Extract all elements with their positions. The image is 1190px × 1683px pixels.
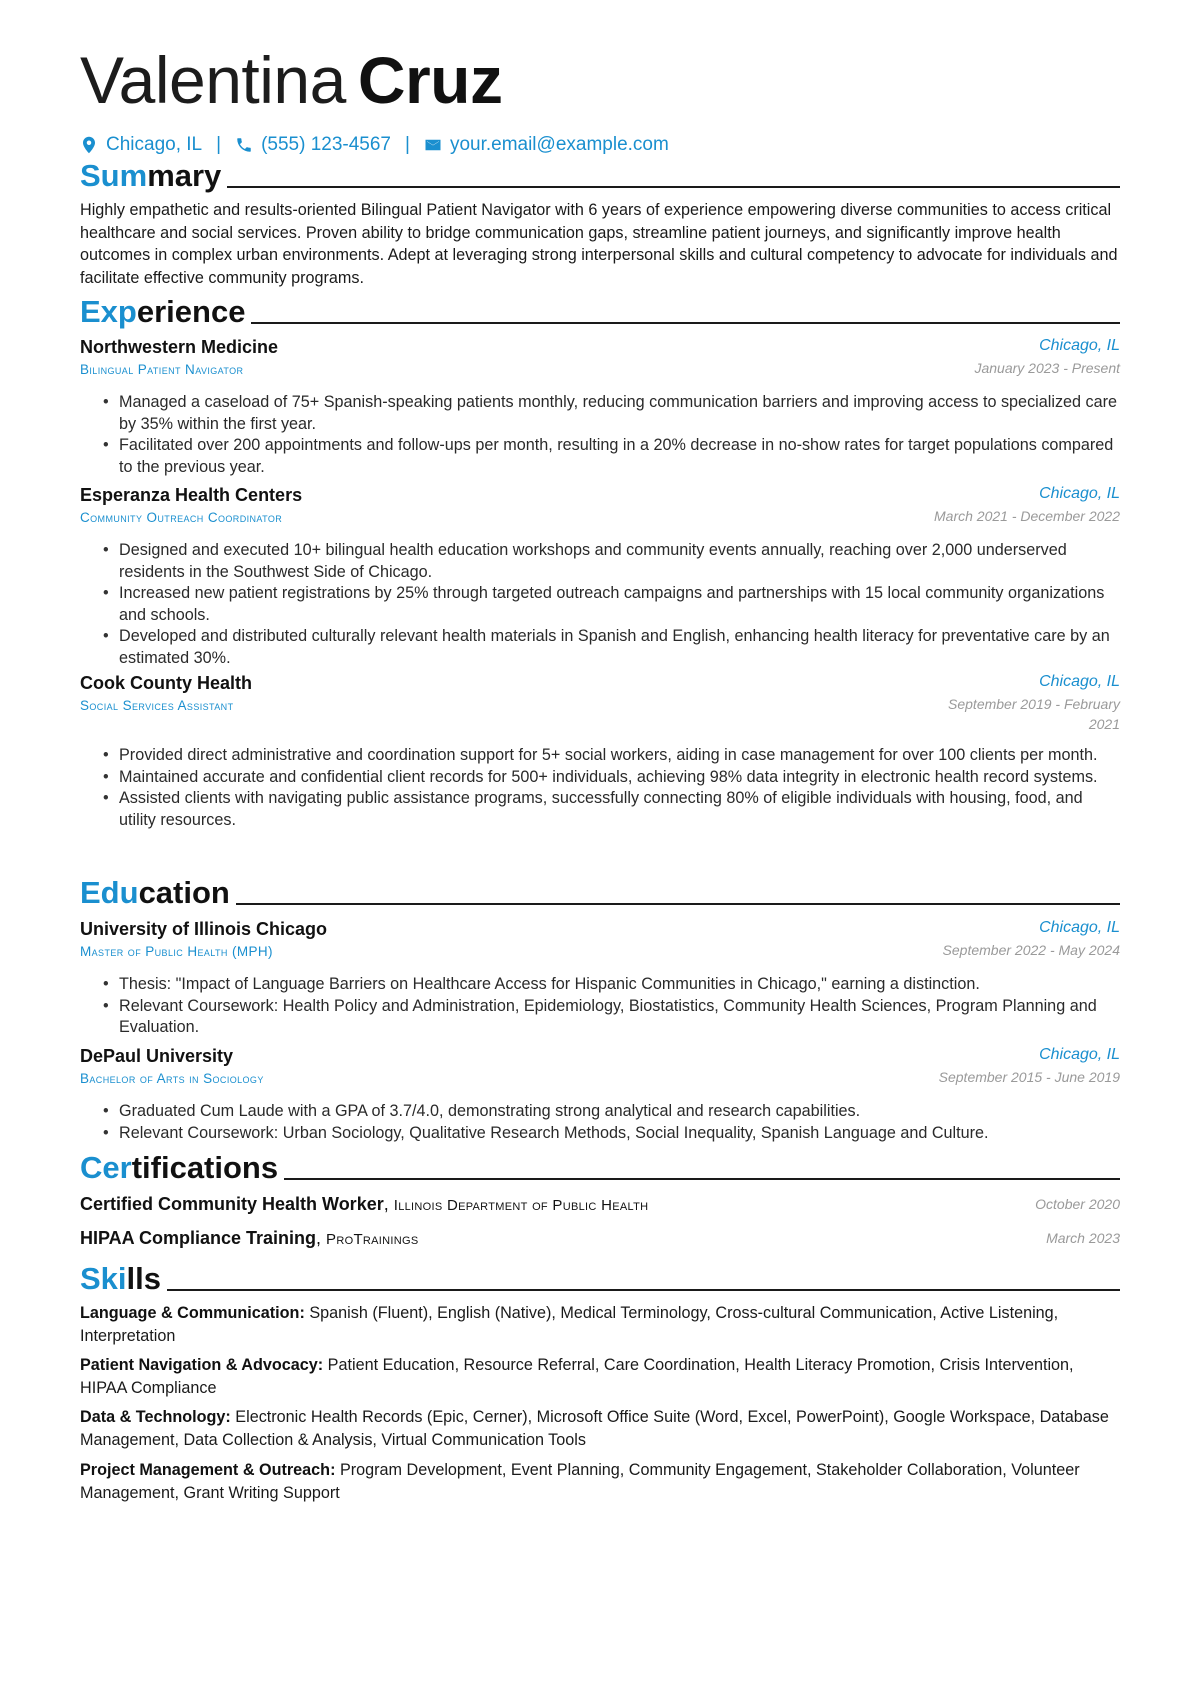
job-dates: January 2023 - Present: [974, 360, 1120, 376]
list-item: • Facilitated over 200 appointments and follow-ups per month, resulting in a 20% decrease in no-show rates for target populations compared to the previous year.: [119, 435, 1120, 478]
section-title: Experience: [80, 294, 246, 329]
section-rule: [284, 1178, 1120, 1180]
job-bullets: [80, 745, 1120, 831]
skill-group: [80, 1302, 1120, 1347]
certification-issuer: Illinois Department of Public Health: [393, 1197, 649, 1214]
skill-values: Program Development, Event Planning, Community Engagement, Stakeholder Collaboration, Volunteer Management, Grant Writing Support: [80, 1461, 1080, 1502]
job-bullets: [80, 392, 1120, 478]
list-item: • Developed and distributed culturally relevant health materials in Spanish and English, enhancing health literacy for preventative care by an estimated 30%.: [119, 626, 1120, 669]
certification-date: March 2023: [1046, 1230, 1120, 1246]
location-text: Chicago, IL: [106, 134, 203, 155]
school-name: University of Illinois Chicago: [80, 919, 328, 939]
list-item: • Increased new patient registrations by 25% through targeted outreach campaigns and partnerships with 15 local community organizations and schools.: [119, 583, 1120, 626]
last-name: Cruz: [357, 43, 503, 117]
list-item: • Managed a caseload of 75+ Spanish-speaking patients monthly, reducing communication barriers and improving access to specialized care by 35% within the first year.: [119, 392, 1120, 435]
section-title: Summary: [80, 158, 222, 193]
list-item: • Provided direct administrative and coordination support for 5+ social workers, aiding in case management for over 100 clients per month.: [119, 745, 1120, 767]
contact-phone[interactable]: [235, 134, 391, 156]
email-link[interactable]: your.email@example.com: [449, 134, 669, 155]
skill-label: Patient Navigation & Advocacy:: [80, 1356, 324, 1374]
job-role: Social Services Assistant: [80, 698, 234, 713]
skill-label: Language & Communication:: [80, 1304, 305, 1322]
job-location: Chicago, IL: [1039, 337, 1120, 354]
education-bullets: [80, 1101, 1120, 1144]
list-item: • Relevant Coursework: Health Policy and Administration, Epidemiology, Biostatistics, Community Health Sciences, Program Planning and Evaluation.: [119, 996, 1120, 1039]
skill-group: [80, 1354, 1120, 1399]
certification-name: Certified Community Health Worker: [80, 1194, 384, 1214]
skill-values: Electronic Health Records (Epic, Cerner), Microsoft Office Suite (Word, Excel, PowerPoint), Google Workspace, Database Management, Data Collection & Analysis, Virtual Communication Tools: [80, 1408, 1109, 1449]
education-bullets: [80, 974, 1120, 1039]
certification-item: Certified Community Health Worker, Illinois Department of Public Health: [80, 1194, 649, 1214]
section-rule: [251, 322, 1120, 324]
phone-icon: [235, 136, 253, 154]
candidate-name: [80, 40, 503, 120]
skill-values: Spanish (Fluent), English (Native), Medical Terminology, Cross-cultural Communication, Active Listening, Interpretation: [80, 1304, 1059, 1345]
degree-name: Master of Public Health (MPH): [80, 944, 273, 959]
list-item: • Thesis: "Impact of Language Barriers on Healthcare Access for Hispanic Communities in Chicago," earning a distinction.: [119, 974, 1120, 996]
section-rule: [227, 186, 1120, 188]
list-item: • Assisted clients with navigating public assistance programs, successfully connecting 80% of eligible individuals with housing, food, and utility resources.: [119, 788, 1120, 831]
job-organization: Northwestern Medicine: [80, 337, 279, 357]
list-item: • Relevant Coursework: Urban Sociology, Qualitative Research Methods, Social Inequality, Spanish Language and Culture.: [119, 1123, 1120, 1145]
job-role: Bilingual Patient Navigator: [80, 362, 244, 377]
section-rule: [236, 903, 1120, 905]
skill-group: [80, 1459, 1120, 1504]
job-dates: March 2021 - December 2022: [934, 508, 1120, 524]
school-name: DePaul University: [80, 1046, 234, 1066]
certification-date: October 2020: [1035, 1196, 1120, 1212]
envelope-icon: [424, 136, 442, 154]
school-dates: September 2015 - June 2019: [938, 1069, 1120, 1085]
section-title: Education: [80, 875, 230, 910]
section-title: Skills: [80, 1261, 161, 1296]
school-location: Chicago, IL: [1039, 919, 1120, 936]
job-dates: September 2019 - February 2021: [948, 696, 1120, 732]
summary-text: Highly empathetic and results-oriented Bilingual Patient Navigator with 6 years of experience empowering diverse communities to access critical healthcare and social services. Proven ability to bridge communication gaps, streamline patient journeys, and significantly improve health outcomes in complex urban environments. Adept at leveraging strong interpersonal skills and cultural competency to advocate for individuals and facilitate effective community programs.: [80, 201, 1118, 287]
section-rule: [167, 1289, 1120, 1291]
job-location: Chicago, IL: [1039, 673, 1120, 690]
skill-values: Patient Education, Resource Referral, Care Coordination, Health Literacy Promotion, Crisis Intervention, HIPAA Compliance: [80, 1356, 1074, 1397]
certification-item: HIPAA Compliance Training, ProTrainings: [80, 1228, 419, 1248]
section-heading-certifications: [80, 1151, 1120, 1185]
phone-text: (555) 123-4567: [261, 134, 391, 155]
contact-location: [80, 134, 202, 156]
section-heading-experience: [80, 295, 1120, 329]
first-name: Valentina: [80, 43, 346, 117]
map-pin-icon: [80, 136, 98, 154]
contact-email[interactable]: [424, 134, 669, 156]
contact-line: [80, 134, 669, 156]
school-dates: September 2022 - May 2024: [942, 942, 1120, 958]
section-heading-education: [80, 876, 1120, 910]
job-role: Community Outreach Coordinator: [80, 510, 283, 525]
section-heading-skills: [80, 1262, 1120, 1296]
job-organization: Cook County Health: [80, 673, 253, 693]
skill-label: Data & Technology:: [80, 1408, 231, 1426]
skill-label: Project Management & Outreach:: [80, 1461, 336, 1479]
list-item: • Graduated Cum Laude with a GPA of 3.7/4.0, demonstrating strong analytical and research capabilities.: [119, 1101, 1120, 1123]
contact-separator: |: [405, 134, 410, 155]
section-title: Certifications: [80, 1150, 279, 1185]
job-location: Chicago, IL: [1039, 485, 1120, 502]
list-item: • Maintained accurate and confidential client records for 500+ individuals, achieving 98% data integrity in electronic health record systems.: [119, 767, 1120, 789]
job-bullets: [80, 540, 1120, 669]
list-item: • Designed and executed 10+ bilingual health education workshops and community events annually, reaching over 2,000 underserved residents in the Southwest Side of Chicago.: [119, 540, 1120, 583]
skill-group: [80, 1406, 1120, 1451]
school-location: Chicago, IL: [1039, 1046, 1120, 1063]
degree-name: Bachelor of Arts in Sociology: [80, 1071, 264, 1086]
job-organization: Esperanza Health Centers: [80, 485, 303, 505]
certification-issuer: ProTrainings: [326, 1231, 419, 1248]
contact-separator: |: [216, 134, 222, 155]
section-heading-summary: [80, 159, 1120, 193]
certification-name: HIPAA Compliance Training: [80, 1228, 317, 1248]
